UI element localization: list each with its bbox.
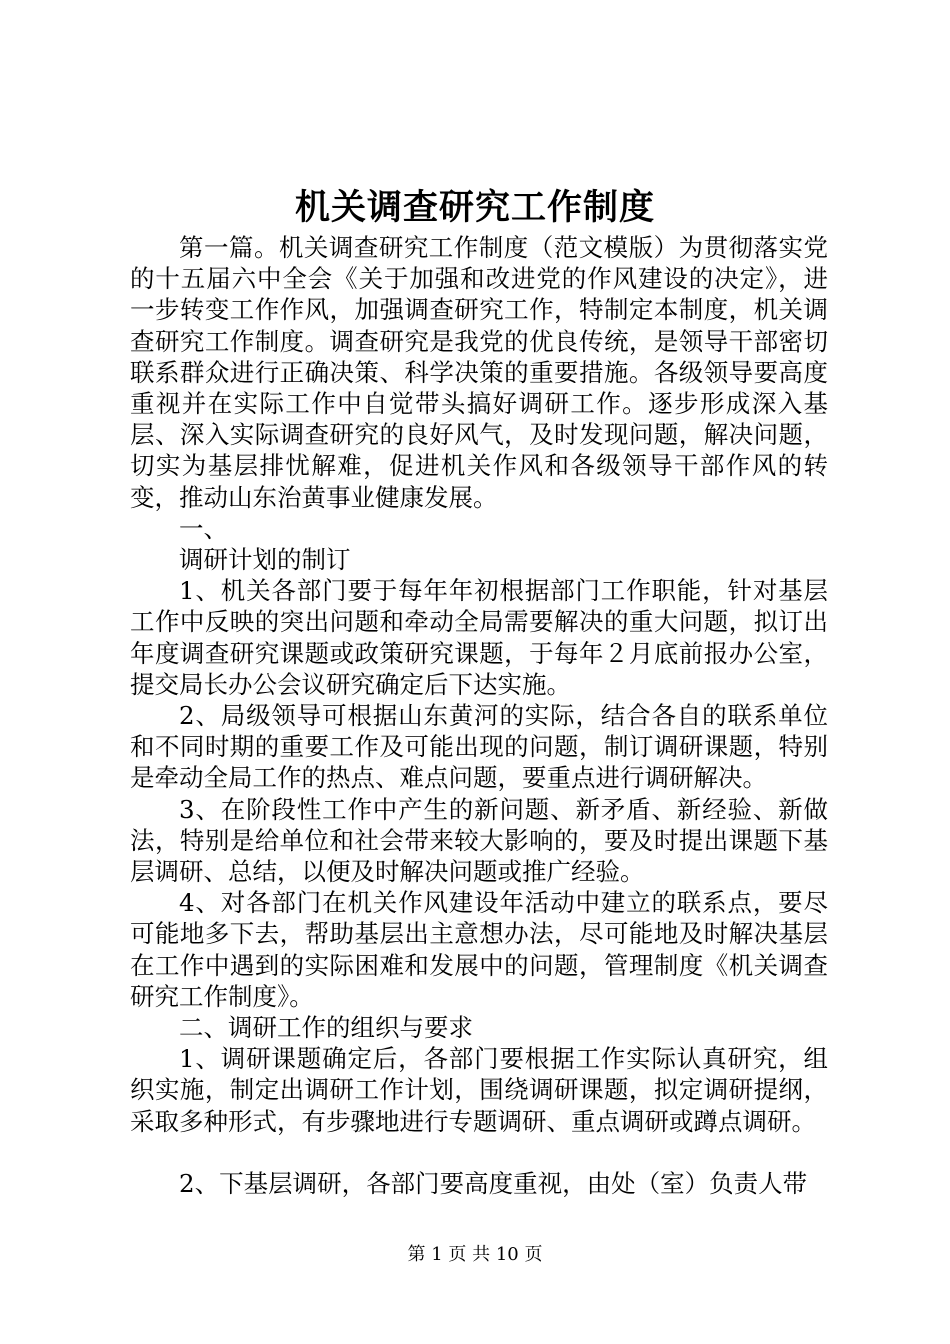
paragraph-1-4: 4、对各部门在机关作风建设年活动中建立的联系点，要尽可能地多下去，帮助基层出主意想办法，尽可能地及时解决基层在工作中遇到的实际困难和发展中的问题，管理制度《机关调查研究工作制度》。	[130, 888, 828, 1011]
section-number-1: 一、	[179, 513, 228, 543]
document-title: 机关调查研究工作制度	[294, 187, 655, 228]
page-footer: 第 1 页 共 10 页	[407, 1244, 543, 1265]
paragraph-1-3: 3、在阶段性工作中产生的新问题、新矛盾、新经验、新做法，特别是给单位和社会带来较大影响的，要及时提出课题下基层调研、总结，以便及时解决问题或推广经验。	[130, 794, 828, 887]
section-heading-1: 调研计划的制订	[179, 545, 351, 575]
document-body	[130, 232, 828, 1199]
paragraph-intro: 第一篇。机关调查研究工作制度（范文模版）为贯彻落实党的十五届六中全会《关于加强和改进党的作风建设的决定》，进一步转变工作作风，加强调查研究工作，特制定本制度，机关调查研究工作制度。调查研究是我党的优良传统，是领导干部密切联系群众进行正确决策、科学决策的重要措施。各级领导要高度重视并在实际工作中自觉带头搞好调研工作。逐步形成深入基层、深入实际调查研究的良好风气，及时发现问题，解决问题，切实为基层排忧解难，促进机关作风和各级领导干部作风的转变，推动山东治黄事业健康发展。	[130, 233, 828, 512]
section-heading-2: 二、调研工作的组织与要求	[179, 1013, 473, 1043]
paragraph-2-1: 1、调研课题确定后，各部门要根据工作实际认真研究，组织实施，制定出调研工作计划，围绕调研课题，拟定调研提纲，采取多种形式，有步骤地进行专题调研、重点调研或蹲点调研。	[130, 1044, 828, 1136]
blank-line	[130, 1137, 828, 1168]
paragraph-1-2: 2、局级领导可根据山东黄河的实际，结合各自的联系单位和不同时期的重要工作及可能出现的问题，制订调研课题，特别是牵动全局工作的热点、难点问题，要重点进行调研解决。	[130, 701, 828, 793]
paragraph-1-1: 1、机关各部门要于每年年初根据部门工作职能，针对基层工作中反映的突出问题和牵动全局需要解决的重大问题，拟订出年度调查研究课题或政策研究课题，于每年２月底前报办公室，提交局长办公会议研究确定后下达实施。	[130, 576, 828, 699]
paragraph-2-2: 2、下基层调研，各部门要高度重视，由处（室）负责人带	[179, 1168, 808, 1198]
